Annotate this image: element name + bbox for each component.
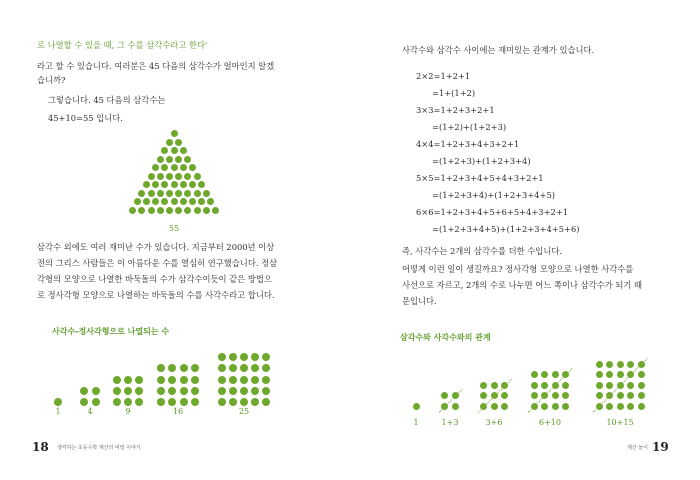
dot [175,173,182,180]
dot [180,376,188,384]
text-line: 45+10=55 입니다. [48,113,123,123]
dot [189,164,196,171]
dot [617,392,624,399]
dot [212,207,219,214]
equation-line: =(1+2+3+4+5)+(1+2+3+4+5+6) [432,224,580,234]
dot [562,403,569,410]
dot [135,376,143,384]
figure-title: 삼각수와 사각수와의 관계 [400,333,491,342]
dot [262,364,270,372]
dot [161,147,168,154]
dot [194,207,201,214]
text-line: 라고 할 수 있습니다. 여러분은 45 다음의 삼각수가 얼마인지 알겠 [37,61,275,71]
text-line: 삼각수 외에도 여러 재미난 수가 있습니다. 지금부터 2000년 이상 [37,242,275,252]
dot [113,376,121,384]
dot [251,387,259,395]
running-head: 생각하는 초등수학 계산의 비밀 이야기 [57,445,141,451]
dot [606,382,613,389]
dot [134,198,141,205]
dot [138,190,145,197]
dot [148,173,155,180]
dot [531,392,538,399]
equation-line: 6×6=1+2+3+4+5+6+5+4+3+2+1 [416,207,569,217]
dot [180,387,188,395]
dot [627,361,634,368]
dot [143,198,150,205]
dot [157,364,165,372]
dot [191,398,199,406]
dot [135,387,143,395]
dot [166,156,173,163]
dot [152,181,159,188]
dot [501,392,508,399]
dot [171,198,178,205]
text-line: 어떻게 이런 일이 생길까요? 정사각형 모양으로 나열한 사각수를 [402,264,634,274]
dot [124,398,132,406]
dot [152,164,159,171]
dot [166,190,173,197]
text-line: 각형의 모양으로 나열한 바둑돌의 수가 삼각수이듯이 같은 방법으 [37,274,272,284]
dot [157,207,164,214]
dot [184,156,191,163]
dot [168,376,176,384]
square-label: 16 [172,407,184,416]
dot [157,156,164,163]
dot [168,364,176,372]
triangle-label: 55 [168,224,180,233]
relation-label: 6+10 [539,418,561,427]
dot [480,392,487,399]
dot [191,387,199,395]
dot [617,403,624,410]
dot [627,403,634,410]
equation-line: 4×4=1+2+3+4+3+2+1 [416,139,520,149]
dot [171,147,178,154]
dot [552,371,559,378]
relation-label: 1 [413,418,419,427]
dot [180,398,188,406]
dot [148,190,155,197]
dot [480,382,487,389]
dot [218,364,226,372]
running-head: 계산 놀이 [627,445,648,451]
dot [596,392,603,399]
text-line: 문입니다. [402,296,437,306]
dot [240,398,248,406]
dot [638,371,645,378]
dot [175,156,182,163]
relation-label: 3+6 [485,418,503,427]
dot [627,382,634,389]
dot [229,364,237,372]
equation-line: =1+(1+2) [432,88,476,98]
square-label: 4 [87,407,93,416]
dot [240,364,248,372]
dot [251,353,259,361]
dot [92,387,100,395]
dot [452,403,459,410]
dot [157,376,165,384]
text-line: 습니까? [37,75,66,85]
dot [606,361,613,368]
dot [262,353,270,361]
dot [501,403,508,410]
dot [157,387,165,395]
right-page [350,0,700,480]
dot [606,371,613,378]
dot [161,164,168,171]
dot [218,376,226,384]
dot [413,403,420,410]
dot [491,382,498,389]
dot [166,173,173,180]
dot [596,361,603,368]
dot [531,371,538,378]
dot [552,403,559,410]
dot [262,398,270,406]
text-line: 로 정사각형 모양으로 나열하는 바둑돌의 수를 사각수라고 합니다. [37,290,275,300]
dot [251,376,259,384]
dot [552,392,559,399]
dot [152,198,159,205]
dot [180,164,187,171]
dot [218,387,226,395]
dot [194,190,201,197]
dot [168,398,176,406]
dot [175,207,182,214]
dot [161,198,168,205]
dot [175,190,182,197]
dot [124,387,132,395]
dot [113,387,121,395]
dot [171,130,178,137]
text-line: 사각수와 삼각수 사이에는 재미있는 관계가 있습니다. [402,45,595,55]
dot [191,376,199,384]
square-label: 9 [125,407,131,416]
dot [229,376,237,384]
dot [596,382,603,389]
equation-line: 5×5=1+2+3+4+5+4+3+2+1 [416,173,544,183]
dot [113,398,121,406]
dot [124,376,132,384]
page-number: 18 [32,440,49,454]
text-line: 그렇습니다. 45 다음의 삼각수는 [48,95,166,105]
dot [203,190,210,197]
dot [189,198,196,205]
equation-line: 2×2=1+2+1 [416,71,471,81]
page-number: 19 [652,440,669,454]
dot [166,207,173,214]
dot [562,382,569,389]
dot [562,392,569,399]
dot [198,198,205,205]
dot [184,207,191,214]
dot [92,398,100,406]
dot [138,207,145,214]
dot [218,353,226,361]
dot [143,181,150,188]
dot [441,392,448,399]
dot [180,198,187,205]
dot [166,139,173,146]
dot [157,173,164,180]
dot [229,387,237,395]
square-label: 25 [238,407,250,416]
dot [161,181,168,188]
square-label: 1 [55,407,61,416]
dot [171,164,178,171]
dot [251,398,259,406]
dot [203,207,210,214]
dot [541,403,548,410]
dot [80,398,88,406]
text-line: 전의 그리스 사람들은 이 아름다운 수를 열심히 연구했습니다. 정삼 [37,258,278,268]
dot [229,353,237,361]
dot [240,353,248,361]
dot [218,398,226,406]
equation-line: 3×3=1+2+3+2+1 [416,105,495,115]
dot [617,361,624,368]
dot [491,403,498,410]
dot [168,387,176,395]
dot [80,387,88,395]
dot [194,173,201,180]
dot [184,190,191,197]
equation-line: =(1+2)+(1+2+3) [432,122,507,132]
dot [189,181,196,188]
dot [171,181,178,188]
dot [180,364,188,372]
dot [251,364,259,372]
dot [638,403,645,410]
dot [157,398,165,406]
text-line: 사선으로 자르고, 2개의 수로 나누면 어느 쪽이나 삼각수가 되기 때 [402,280,643,290]
equation-line: =(1+2+3+4)+(1+2+3+4+5) [432,190,556,200]
dot [638,392,645,399]
dot [531,382,538,389]
dot [596,371,603,378]
dot [638,382,645,389]
dot [541,371,548,378]
dot [198,181,205,188]
figure-title: 사각수-정사각형으로 나열되는 수 [52,327,170,336]
dot [184,173,191,180]
dot [191,364,199,372]
relation-label: 10+15 [606,418,634,427]
dot [157,190,164,197]
dot [627,392,634,399]
dot [54,398,62,406]
dot [617,371,624,378]
dot [229,398,237,406]
dot [175,139,182,146]
relation-label: 1+3 [441,418,459,427]
dot [207,198,214,205]
equation-line: =(1+2+3)+(1+2+3+4) [432,156,531,166]
dot [262,387,270,395]
dot [148,207,155,214]
dot [262,376,270,384]
dot [606,403,613,410]
dot [240,376,248,384]
dot [180,181,187,188]
text-line: 로 나열할 수 있을 때, 그 수를 삼각수라고 한다' [37,40,208,50]
dot [129,207,136,214]
text-line: 즉, 사각수는 2개의 삼각수를 더한 수입니다. [402,246,562,256]
dot [541,382,548,389]
dot [240,387,248,395]
dot [135,398,143,406]
dot [180,147,187,154]
